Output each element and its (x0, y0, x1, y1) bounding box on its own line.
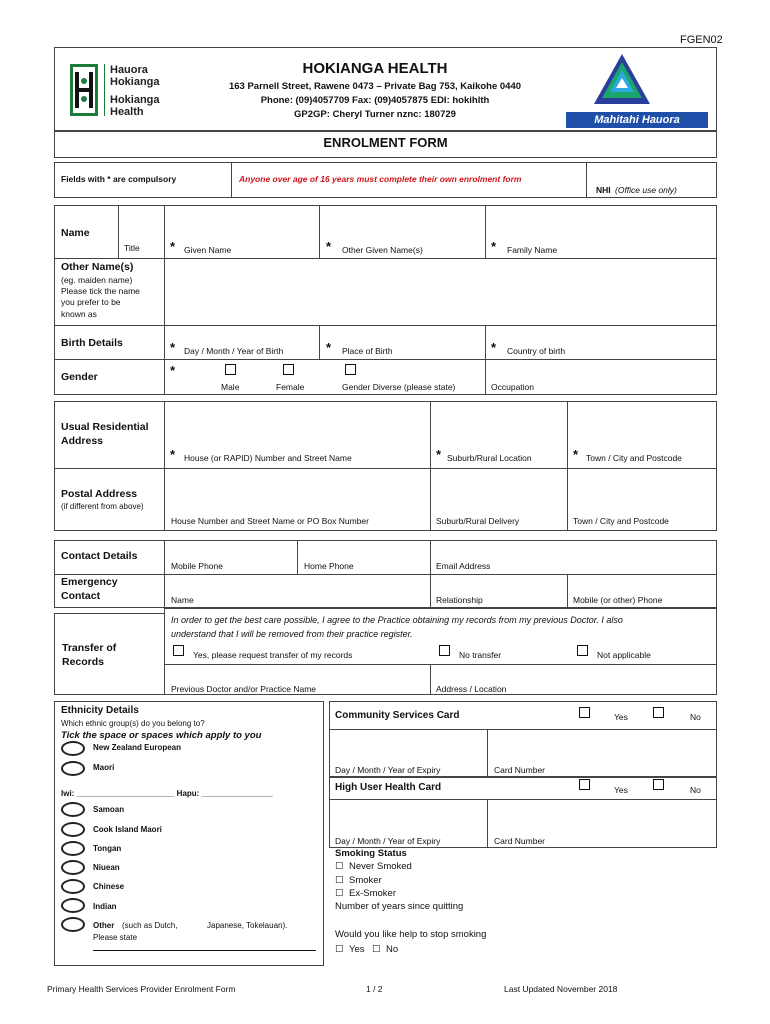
ethnicity-other-examples: (such as Dutch, (122, 921, 178, 930)
emergency-mobile-label: Mobile (or other) Phone (573, 595, 663, 605)
org-address: 163 Parnell Street, Rawene 0473 – Private Bag 753, Kaikohe 0440 (228, 81, 522, 92)
other-names-note-2: Please tick the name (61, 286, 140, 296)
addr-div-3 (567, 401, 568, 531)
emergency-relationship-label: Relationship (436, 595, 483, 605)
address-section (54, 401, 717, 531)
huhc-card-number-label: Card Number (494, 836, 546, 846)
compulsory-note: Fields with * are compulsory (61, 174, 177, 184)
transfer-yes-label: Yes, please request transfer of my records (193, 650, 353, 660)
family-name-field[interactable] (485, 205, 717, 241)
logo-text-2: Hokianga (110, 76, 160, 88)
nhi-note: (Office use only) (615, 185, 677, 195)
postal-suburb-label: Suburb/Rural Delivery (436, 516, 520, 526)
help-no-checkbox[interactable]: ☐ (372, 944, 381, 955)
dob-label: Day / Month / Year of Birth (184, 346, 284, 356)
ethnicity-cook-island-label: Cook Island Maori (93, 825, 162, 834)
contact-div-2 (297, 540, 298, 574)
ethnicity-title: Ethnicity Details (61, 705, 139, 716)
transfer-label-1: Transfer of (62, 642, 117, 654)
ethnicity-indian-option[interactable] (61, 898, 85, 913)
high-user-card-title: High User Health Card (335, 782, 442, 793)
other-names-note-3: you prefer to be (61, 297, 121, 307)
ethnicity-other-option[interactable] (61, 917, 85, 932)
ethnicity-nz-european-label: New Zealand European (93, 743, 182, 752)
transfer-yes-checkbox[interactable] (173, 645, 184, 656)
ethnicity-maori-label: Maori (93, 763, 115, 772)
ethnicity-other-label: Other (93, 921, 115, 930)
mobile-label: Mobile Phone (171, 561, 223, 571)
footer-last-updated: Last Updated November 2018 (504, 984, 618, 994)
birth-details-label: Birth Details (61, 337, 123, 349)
stop-smoking-question: Would you like help to stop smoking (335, 929, 487, 940)
town-label: Town / City and Postcode (586, 453, 682, 463)
never-smoked-label: Never Smoked (349, 861, 412, 872)
no-transfer-checkbox[interactable] (439, 645, 450, 656)
csc-no-label: No (690, 712, 701, 722)
addr-hl (54, 468, 717, 469)
postal-note: (if different from above) (61, 502, 144, 511)
smoker-label: Smoker (349, 875, 382, 886)
ethnicity-chinese-label: Chinese (93, 882, 125, 891)
ethnicity-niuean-option[interactable] (61, 860, 85, 875)
never-smoked-checkbox[interactable]: ☐ (335, 861, 344, 872)
footer-page-number: 1 / 2 (366, 984, 383, 994)
nhi-label: NHI (596, 185, 611, 195)
notice-divider-2 (586, 162, 587, 198)
notice-divider-1 (231, 162, 232, 198)
help-no-label: No (386, 944, 399, 955)
gender-diverse-label: Gender Diverse (please state) (342, 382, 456, 392)
huhc-hl (329, 799, 717, 800)
required-star: * (170, 363, 176, 378)
form-code: FGEN02 (680, 34, 723, 46)
org-phone: Phone: (09)4057709 Fax: (09)4057875 EDI: hokihlth (260, 95, 490, 106)
form-title: ENROLMENT FORM (323, 135, 448, 150)
required-star: * (573, 447, 579, 462)
ethnicity-instruction: Tick the space or spaces which apply to you (61, 730, 262, 741)
transfer-hl (164, 664, 717, 665)
community-card-title: Community Services Card (335, 710, 460, 721)
hauora-hokianga-logo (70, 64, 98, 116)
required-star: * (491, 239, 497, 254)
other-given-names-field[interactable] (319, 205, 485, 241)
title-label: Title (124, 243, 140, 253)
other-names-label: Other Name(s) (61, 261, 134, 273)
huhc-expiry-label: Day / Month / Year of Expiry (335, 836, 441, 846)
required-star: * (436, 447, 442, 462)
transfer-consent-2: understand that I will be removed from their practice register. (171, 629, 413, 639)
ethnicity-tongan-option[interactable] (61, 841, 85, 856)
male-checkbox[interactable] (225, 364, 236, 375)
family-name-label: Family Name (507, 245, 558, 255)
org-gp2gp: GP2GP: Cheryl Turner nznc: 180729 (294, 109, 456, 120)
csc-expiry-label: Day / Month / Year of Expiry (335, 765, 441, 775)
other-given-names-label: Other Given Name(s) (342, 245, 423, 255)
required-star: * (326, 239, 332, 254)
transfer-label-2: Records (62, 656, 105, 668)
addr-div-1 (164, 401, 165, 531)
csc-card-number-label: Card Number (494, 765, 546, 775)
given-name-label: Given Name (184, 245, 232, 255)
csc-no-checkbox[interactable] (653, 707, 664, 718)
huhc-no-checkbox[interactable] (653, 779, 664, 790)
smoker-checkbox[interactable]: ☐ (335, 875, 344, 886)
name-label: Name (61, 227, 90, 239)
help-yes-checkbox[interactable]: ☐ (335, 944, 344, 955)
birth-div-d (485, 325, 486, 395)
emergency-label-2: Contact (61, 590, 101, 602)
footer-form-name: Primary Health Services Provider Enrolment Form (47, 984, 236, 994)
ethnicity-indian-label: Indian (93, 902, 117, 911)
previous-doctor-label: Previous Doctor and/or Practice Name (171, 684, 317, 694)
country-of-birth-label: Country of birth (507, 346, 566, 356)
gender-label: Gender (61, 371, 98, 383)
no-transfer-label: No transfer (459, 650, 502, 660)
logo-text-3: Hokianga (110, 94, 160, 106)
other-names-note-1: (eg. maiden name) (61, 275, 133, 285)
help-yes-label: Yes (349, 944, 365, 955)
required-star: * (326, 340, 332, 355)
birth-div-c (319, 325, 320, 359)
smoking-title: Smoking Status (335, 848, 407, 859)
ethnicity-chinese-option[interactable] (61, 879, 85, 894)
name-hl-3 (54, 359, 717, 360)
ethnicity-samoan-option[interactable] (61, 802, 85, 817)
required-star: * (170, 239, 176, 254)
ex-smoker-label: Ex-Smoker (349, 888, 396, 899)
huhc-yes-checkbox[interactable] (579, 779, 590, 790)
title-field[interactable] (118, 205, 164, 241)
gender-diverse-checkbox[interactable] (345, 364, 356, 375)
logo-divider (104, 64, 105, 116)
name-hl-2 (54, 325, 717, 326)
house-label: House (or RAPID) Number and Street Name (184, 453, 352, 463)
female-label: Female (276, 382, 305, 392)
place-of-birth-label: Place of Birth (342, 346, 393, 356)
transfer-div (430, 664, 431, 695)
required-star: * (491, 340, 497, 355)
emergency-label-1: Emergency (61, 576, 118, 588)
other-names-note-4: known as (61, 309, 97, 319)
csc-yes-checkbox[interactable] (579, 707, 590, 718)
email-label: Email Address (436, 561, 491, 571)
years-since-quitting-label: Number of years since quitting (335, 901, 464, 912)
contact-div-4 (567, 574, 568, 608)
transfer-consent-1: In order to get the best care possible, I agree to the Practice obtaining my records from my previous Doctor. I also (171, 615, 623, 625)
ethnicity-tongan-label: Tongan (93, 844, 122, 853)
ethnicity-maori-option[interactable] (61, 761, 85, 776)
contact-hl (54, 574, 717, 575)
other-names-field[interactable] (164, 258, 717, 325)
male-label: Male (221, 382, 240, 392)
ethnicity-other-examples-2: Japanese, Tokelauan). (207, 921, 288, 930)
given-name-field[interactable] (164, 205, 319, 241)
ethnicity-nz-european-option[interactable] (61, 741, 85, 756)
addr-div-2 (430, 401, 431, 531)
residential-label-1: Usual Residential (61, 421, 149, 433)
previous-address-label: Address / Location (436, 684, 507, 694)
mahitahi-hauora-logo (590, 52, 654, 108)
required-star: * (170, 340, 176, 355)
iwi-hapu-line[interactable]: Iwi: ______________________ Hapu: ________________ (61, 789, 273, 798)
please-state-line[interactable] (93, 950, 316, 951)
emergency-name-label: Name (171, 595, 194, 605)
org-name: HOKIANGA HEALTH (302, 60, 448, 77)
ethnicity-samoan-label: Samoan (93, 805, 125, 814)
ethnicity-question: Which ethnic group(s) do you belong to? (61, 719, 205, 728)
logo-text-4: Health (110, 106, 144, 118)
huhc-no-label: No (690, 785, 701, 795)
csc-yes-label: Yes (614, 712, 628, 722)
ethnicity-niuean-label: Niuean (93, 863, 120, 872)
occupation-label: Occupation (491, 382, 534, 392)
suburb-label: Suburb/Rural Location (447, 453, 532, 463)
please-state-label: Please state (93, 933, 138, 942)
postal-label: Postal Address (61, 488, 138, 500)
huhc-div (487, 799, 488, 848)
home-phone-label: Home Phone (304, 561, 354, 571)
csc-hl (329, 729, 717, 730)
required-star: * (170, 447, 176, 462)
huhc-yes-label: Yes (614, 785, 628, 795)
not-applicable-checkbox[interactable] (577, 645, 588, 656)
postal-house-label: House Number and Street Name or PO Box Number (171, 516, 369, 526)
mahitahi-hauora-text: Mahitahi Hauora (594, 114, 680, 126)
age-notice: Anyone over age of 16 years must complete their own enrolment form (239, 174, 522, 184)
residential-label-2: Address (61, 435, 104, 447)
not-applicable-label: Not applicable (597, 650, 651, 660)
ex-smoker-checkbox[interactable]: ☐ (335, 888, 344, 899)
ethnicity-cook-island-option[interactable] (61, 822, 85, 837)
csc-div (487, 729, 488, 778)
female-checkbox[interactable] (283, 364, 294, 375)
postal-town-label: Town / City and Postcode (573, 516, 669, 526)
logo-text-1: Hauora (110, 64, 148, 76)
contact-label: Contact Details (61, 550, 138, 562)
